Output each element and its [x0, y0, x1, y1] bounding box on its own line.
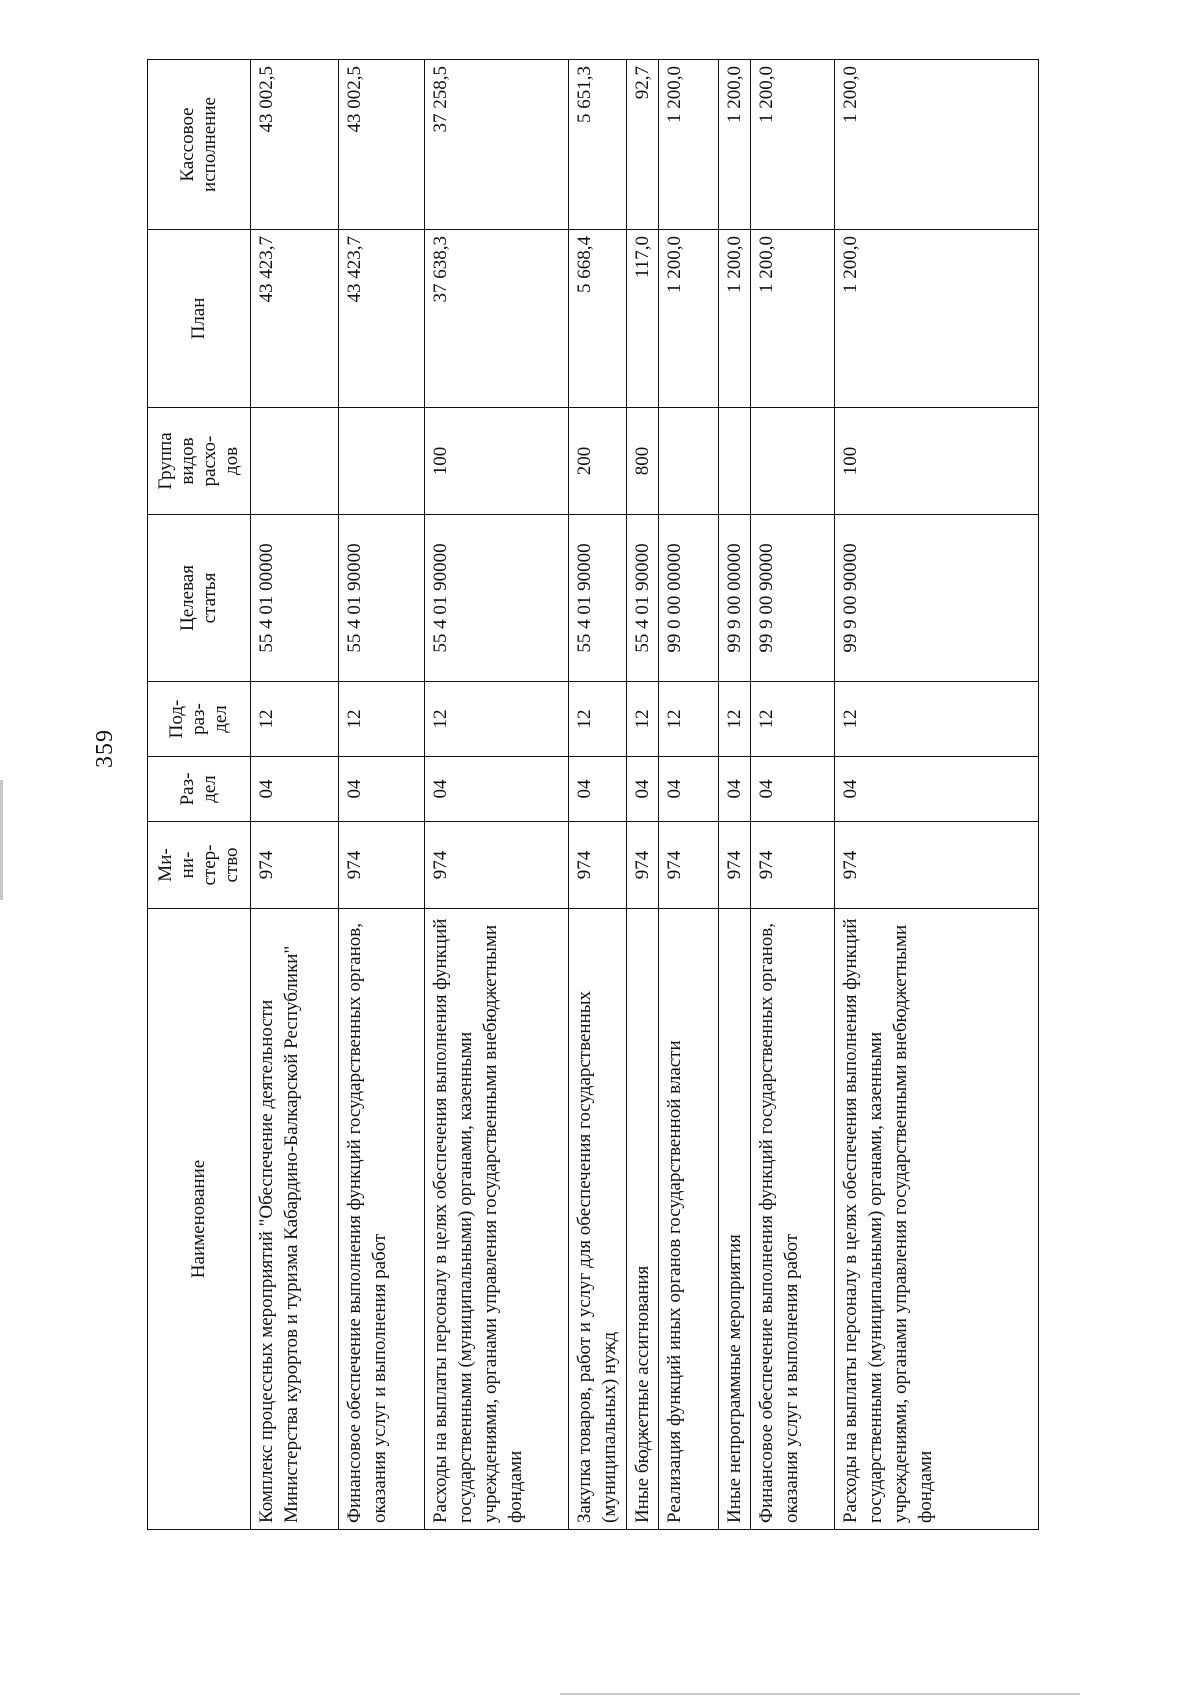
cell-ministry: 974	[251, 822, 339, 909]
header-section: Раз- дел	[148, 757, 251, 822]
cell-ministry: 974	[659, 822, 719, 909]
cell-expense-group: 200	[569, 408, 627, 515]
cell-expense-group	[659, 408, 719, 515]
table-row	[425, 60, 569, 1530]
table-row	[627, 60, 659, 1530]
table-row	[569, 60, 627, 1530]
cell-name: Расходы на выплаты персоналу в целях обеспечения выполнения функций государственными (муниципальными) органами, казенными учреждениями, органами управления государственными внебюджетными фондами	[835, 909, 1039, 1530]
cell-target-article: 55 4 01 90000	[569, 515, 627, 682]
cell-target-article: 55 4 01 00000	[251, 515, 339, 682]
cell-cash-execution: 1 200,0	[835, 60, 1039, 230]
table-row	[339, 60, 425, 1530]
table-row	[835, 60, 1039, 1530]
page-number: 359	[92, 729, 118, 768]
cell-plan: 1 200,0	[719, 230, 751, 408]
cell-subsection: 12	[719, 682, 751, 757]
cell-target-article: 99 9 00 90000	[751, 515, 835, 682]
budget-execution-table	[147, 59, 1039, 1530]
cell-expense-group: 100	[835, 408, 1039, 515]
cell-name: Финансовое обеспечение выполнения функций государственных органов, оказания услуг и выполнения работ	[751, 909, 835, 1530]
cell-plan: 117,0	[627, 230, 659, 408]
cell-expense-group	[251, 408, 339, 515]
rotated-table-container	[147, 60, 1030, 1530]
cell-target-article: 55 4 01 90000	[627, 515, 659, 682]
cell-plan: 43 423,7	[339, 230, 425, 408]
cell-section: 04	[339, 757, 425, 822]
cell-ministry: 974	[751, 822, 835, 909]
cell-subsection: 12	[835, 682, 1039, 757]
cell-section: 04	[569, 757, 627, 822]
cell-cash-execution: 1 200,0	[751, 60, 835, 230]
cell-target-article: 99 0 00 00000	[659, 515, 719, 682]
cell-cash-execution: 1 200,0	[719, 60, 751, 230]
cell-section: 04	[251, 757, 339, 822]
cell-target-article: 99 9 00 00000	[719, 515, 751, 682]
header-plan: План	[148, 230, 251, 408]
cell-name: Комплекс процессных мероприятий "Обеспечение деятельности Министерства курортов и туризма Кабардино-Балкарской Республики"	[251, 909, 339, 1530]
cell-subsection: 12	[751, 682, 835, 757]
table-header-row	[148, 60, 251, 1530]
cell-cash-execution: 43 002,5	[339, 60, 425, 230]
cell-ministry: 974	[719, 822, 751, 909]
cell-target-article: 55 4 01 90000	[339, 515, 425, 682]
header-target-article: Целевая статья	[148, 515, 251, 682]
cell-subsection: 12	[659, 682, 719, 757]
cell-ministry: 974	[569, 822, 627, 909]
cell-section: 04	[751, 757, 835, 822]
cell-cash-execution: 5 651,3	[569, 60, 627, 230]
header-ministry: Ми- ни- стер- ство	[148, 822, 251, 909]
cell-name: Расходы на выплаты персоналу в целях обеспечения выполнения функций государственными (муниципальными) органами, казенными учреждениями, органами управления государственными внебюджетными фондами	[425, 909, 569, 1530]
header-name: Наименование	[148, 909, 251, 1530]
cell-name: Закупка товаров, работ и услуг для обеспечения государственных (муниципальных) нужд	[569, 909, 627, 1530]
cell-ministry: 974	[425, 822, 569, 909]
cell-cash-execution: 43 002,5	[251, 60, 339, 230]
cell-plan: 1 200,0	[835, 230, 1039, 408]
cell-ministry: 974	[339, 822, 425, 909]
header-expense-group: Группа видов расхо- дов	[148, 408, 251, 515]
cell-expense-group: 100	[425, 408, 569, 515]
cell-expense-group	[751, 408, 835, 515]
cell-plan: 1 200,0	[659, 230, 719, 408]
cell-target-article: 99 9 00 90000	[835, 515, 1039, 682]
table-row	[251, 60, 339, 1530]
scan-edge-mark-bottom	[560, 1693, 1080, 1695]
cell-expense-group	[719, 408, 751, 515]
cell-cash-execution: 1 200,0	[659, 60, 719, 230]
cell-subsection: 12	[627, 682, 659, 757]
cell-subsection: 12	[569, 682, 627, 757]
cell-expense-group: 800	[627, 408, 659, 515]
cell-ministry: 974	[627, 822, 659, 909]
cell-section: 04	[659, 757, 719, 822]
cell-ministry: 974	[835, 822, 1039, 909]
cell-plan: 37 638,3	[425, 230, 569, 408]
cell-plan: 1 200,0	[751, 230, 835, 408]
cell-expense-group	[339, 408, 425, 515]
scan-edge-mark	[0, 780, 3, 900]
cell-name: Финансовое обеспечение выполнения функций государственных органов, оказания услуг и выполнения работ	[339, 909, 425, 1530]
cell-subsection: 12	[425, 682, 569, 757]
header-cash-execution: Кассовое исполнение	[148, 60, 251, 230]
header-subsection: Под- раз- дел	[148, 682, 251, 757]
cell-cash-execution: 37 258,5	[425, 60, 569, 230]
cell-target-article: 55 4 01 90000	[425, 515, 569, 682]
cell-section: 04	[627, 757, 659, 822]
cell-name: Иные непрограммные мероприятия	[719, 909, 751, 1530]
table-row	[719, 60, 751, 1530]
cell-subsection: 12	[251, 682, 339, 757]
cell-section: 04	[425, 757, 569, 822]
cell-section: 04	[719, 757, 751, 822]
cell-section: 04	[835, 757, 1039, 822]
cell-name: Иные бюджетные ассигнования	[627, 909, 659, 1530]
cell-plan: 43 423,7	[251, 230, 339, 408]
cell-plan: 5 668,4	[569, 230, 627, 408]
cell-cash-execution: 92,7	[627, 60, 659, 230]
table-row	[751, 60, 835, 1530]
cell-name: Реализация функций иных органов государственной власти	[659, 909, 719, 1530]
cell-subsection: 12	[339, 682, 425, 757]
table-row	[659, 60, 719, 1530]
